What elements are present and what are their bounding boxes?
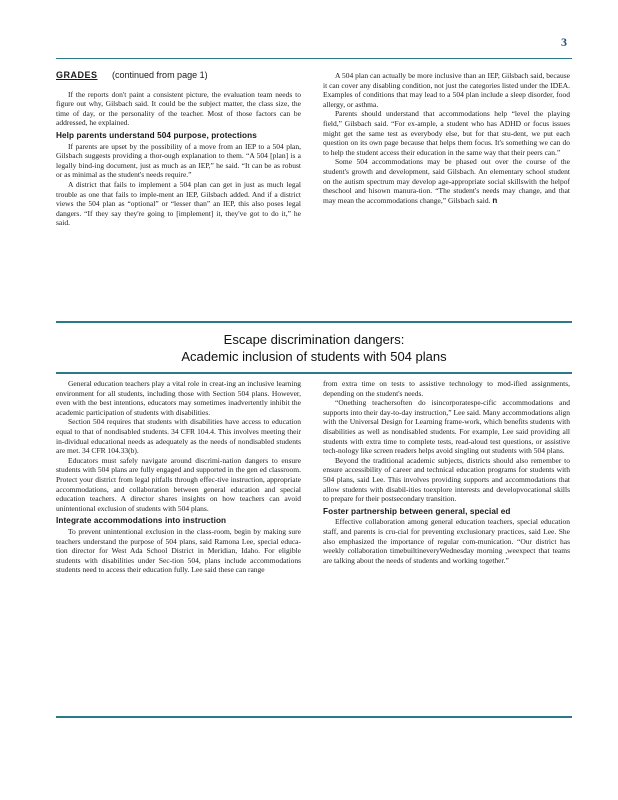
paragraph: General education teachers play a vital role in creat-ing an inclusive learning environment for all students, including those with Section 504 plans. However, even with the best intentions, educators may sometimes inadvertently inhibit the academic participation of students with disabilities. — [56, 379, 301, 417]
paragraph: If parents are upset by the possibility of a move from an IEP to a 504 plan, Gilsbach suggests providing a thor-ough explanation to them. “A 504 [plan] is a legally bind-ing document, just as much as an IEP,” he said. “It can be as robust or as minimal as the student's needs require.” — [56, 141, 301, 180]
paragraph: A district that fails to implement a 504 plan can get in just as much legal trouble as one that fails to imple-ment an IEP, Gilsbach added. And if a district views the 504 plan as “optional” or “lesser than” an IEP, this also poses legal dangers. “If they say they're going to [implement] it, they've got to do it,” he said. — [56, 179, 301, 228]
feature-right-column — [323, 379, 570, 565]
paragraph: “Onething teachersoften do isincorporatespe-cific accommodations and supports into their day-to-day instruction,” Lee said. Many accommodations align with the Universal Design for Learning frame-work, which benefits students with disabilities as well as nondisabled students. For example, Lee said providing all students with extra time to complete tests, read-aloud test questions, or assistive tech-nology like screen readers helps avoid singling out students with 504 plans. — [323, 398, 570, 456]
feature-title — [56, 331, 572, 365]
paragraph-text: Some 504 accommodations may be phased out over the course of the student's growth and development, said Gilsbach. An elementary school student on the autism spectrum may develop age-appropriate social skillswith the helpof theschool and hisown manura-tion. “The student's needs may change, and that may mean the accommodations change,” Gilsbach said. — [323, 157, 570, 205]
title-rule-bottom — [56, 372, 572, 374]
article-kicker: GRADES — [56, 70, 98, 80]
paragraph: Parents should understand that accommodations help “level the playing field,” Gilsbach said. “For ex-ample, a student who has ADHD or focus issues might get the same test as everybody else, but for that stu-dent, we put each question on its own page because that helps them focus. It's something we can do to help the student access their education in the same way that their peers can.” — [323, 109, 570, 157]
page-number: 3 — [561, 35, 567, 49]
feature-left-column — [56, 379, 301, 575]
feature-title-line-2: Academic inclusion of students with 504 plans — [181, 349, 447, 364]
section-heading: Help parents understand 504 purpose, protections — [56, 130, 257, 140]
paragraph: from extra time on tests to assistive technology to mod-ified assignments, depending on the student's needs. — [323, 379, 570, 398]
feature-title-line-1: Escape discrimination dangers: — [223, 332, 405, 347]
footer-rule — [56, 716, 572, 718]
title-rule-top — [56, 321, 572, 323]
top-article-left-column — [56, 71, 301, 228]
section-heading: Foster partnership between general, special ed — [323, 506, 511, 516]
paragraph: Beyond the traditional academic subjects, districts should also remember to ensure accessibility of career and technical education programs for students with 504 plans, said Lee. This involves providing supports and accommodations that allow students with disabil-ities toexplore interests and developvocational skills to prepare for their postsecondary transition. — [323, 455, 570, 504]
paragraph: Section 504 requires that students with disabilities have access to education equal to that of nondisabled students. 34 CFR 104.4. This involves meeting their in-dividual educational needs as adequately as the needs of nondisabled students are met. 34 CFR 104.33(b). — [56, 417, 301, 456]
header-rule — [56, 58, 572, 59]
end-of-article-mark: n — [492, 195, 498, 205]
continued-note: (continued from page 1) — [112, 70, 208, 80]
paragraph: A 504 plan can actually be more inclusive than an IEP, Gilsbach said, because it can cover any disabling condition, not just the categories listed under the IDEA. Examples of conditions that may lead to a 504 plan include a sleep disorder, food allergy, or asthma. — [323, 71, 570, 109]
paragraph: If the reports don't paint a consistent picture, the evaluation team needs to figure out why, Gilsbach said. It could be the subject matter, the class size, the time of day, or the personality of the teacher. Most of those factors can be addressed, he explained. — [56, 89, 301, 128]
section-heading: Integrate accommodations into instruction — [56, 516, 227, 526]
paragraph — [323, 157, 570, 205]
top-article-right-column — [323, 71, 570, 205]
article-kicker-line — [56, 71, 301, 81]
paragraph: Effective collaboration among general education teachers, special education staff, and parents is cru-cial for preventing exclusionary practices, said Lee. She also emphasized the importance of regular com-munication. “Our district has weekly collaboration timebuiltineveryWednesday morning ,weexpect that teams are talking about the needs of students and working together.” — [323, 517, 570, 565]
paragraph: To prevent unintentional exclusion in the class-room, begin by making sure teachers understand the purpose of 504 plans, said Ramona Lee, special educa-tion director for West Ada School District in Meridian, Idaho. For eligible students with disabilities under Sec-tion 504, plans include accommodations students need to access their education fully. Lee said these can range — [56, 526, 301, 575]
paragraph: Educators must safely navigate around discrimi-nation dangers to ensure students with 504 plans are fully engaged and supported in the gen ed classroom. Protect your district from legal pitfalls through effec-tive instruction, appropriate accommodations, and collaboration between general education and special education teachers. A director shares insights on how teachers can avoid unintentional exclusion of students with 504 plans. — [56, 455, 301, 513]
